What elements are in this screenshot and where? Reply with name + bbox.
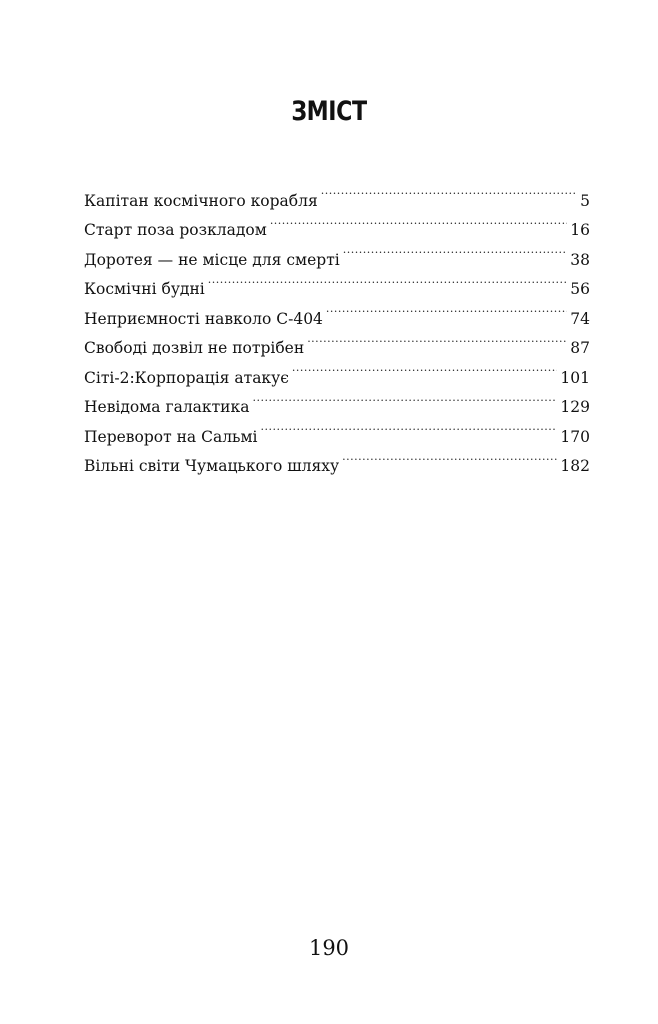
toc-entry-page: 16 — [570, 221, 590, 239]
toc-entry-title: Свободі дозвіл не потрібен — [84, 339, 305, 357]
toc-entry-page: 170 — [560, 427, 590, 446]
toc-entry-page: 129 — [560, 398, 590, 416]
dot-leader — [343, 235, 568, 265]
toc-entry-title: Невідома галактика — [84, 398, 250, 416]
toc-entry-title: Доротея — не місце для смерті — [84, 250, 340, 269]
toc-entry-title: Капітан космічного корабля — [84, 191, 318, 210]
dot-leader — [208, 265, 567, 295]
toc-entry-title: Вільні світи Чумацького шляху — [84, 457, 340, 475]
toc-entry-title: Старт поза розкладом — [84, 221, 267, 239]
table-of-contents — [84, 176, 590, 475]
dot-leader — [261, 412, 558, 442]
dot-leader — [342, 442, 557, 472]
toc-entry-title: Неприємності навколо С-404 — [84, 309, 323, 328]
dot-leader — [292, 353, 557, 383]
toc-entry — [84, 176, 590, 210]
toc-entry-page: 182 — [560, 457, 590, 475]
toc-entry-page: 74 — [570, 309, 590, 328]
dot-leader — [326, 294, 567, 324]
dot-leader — [270, 206, 567, 236]
toc-entry-page: 56 — [570, 280, 590, 298]
toc-entry-title: Переворот на Сальмі — [84, 427, 258, 446]
dot-leader — [307, 324, 567, 354]
toc-entry-page: 5 — [580, 191, 590, 210]
toc-entry-title: Сіті-2:Корпорація атакує — [84, 368, 289, 387]
toc-heading: ЗМІСТ — [291, 96, 367, 127]
dot-leader — [321, 176, 577, 206]
toc-entry-page: 38 — [570, 250, 590, 269]
toc-entry-title: Космічні будні — [84, 280, 205, 298]
toc-entry-page: 101 — [560, 368, 590, 387]
toc-entry-page: 87 — [570, 339, 590, 357]
page-number: 190 — [308, 936, 350, 960]
dot-leader — [252, 383, 557, 413]
